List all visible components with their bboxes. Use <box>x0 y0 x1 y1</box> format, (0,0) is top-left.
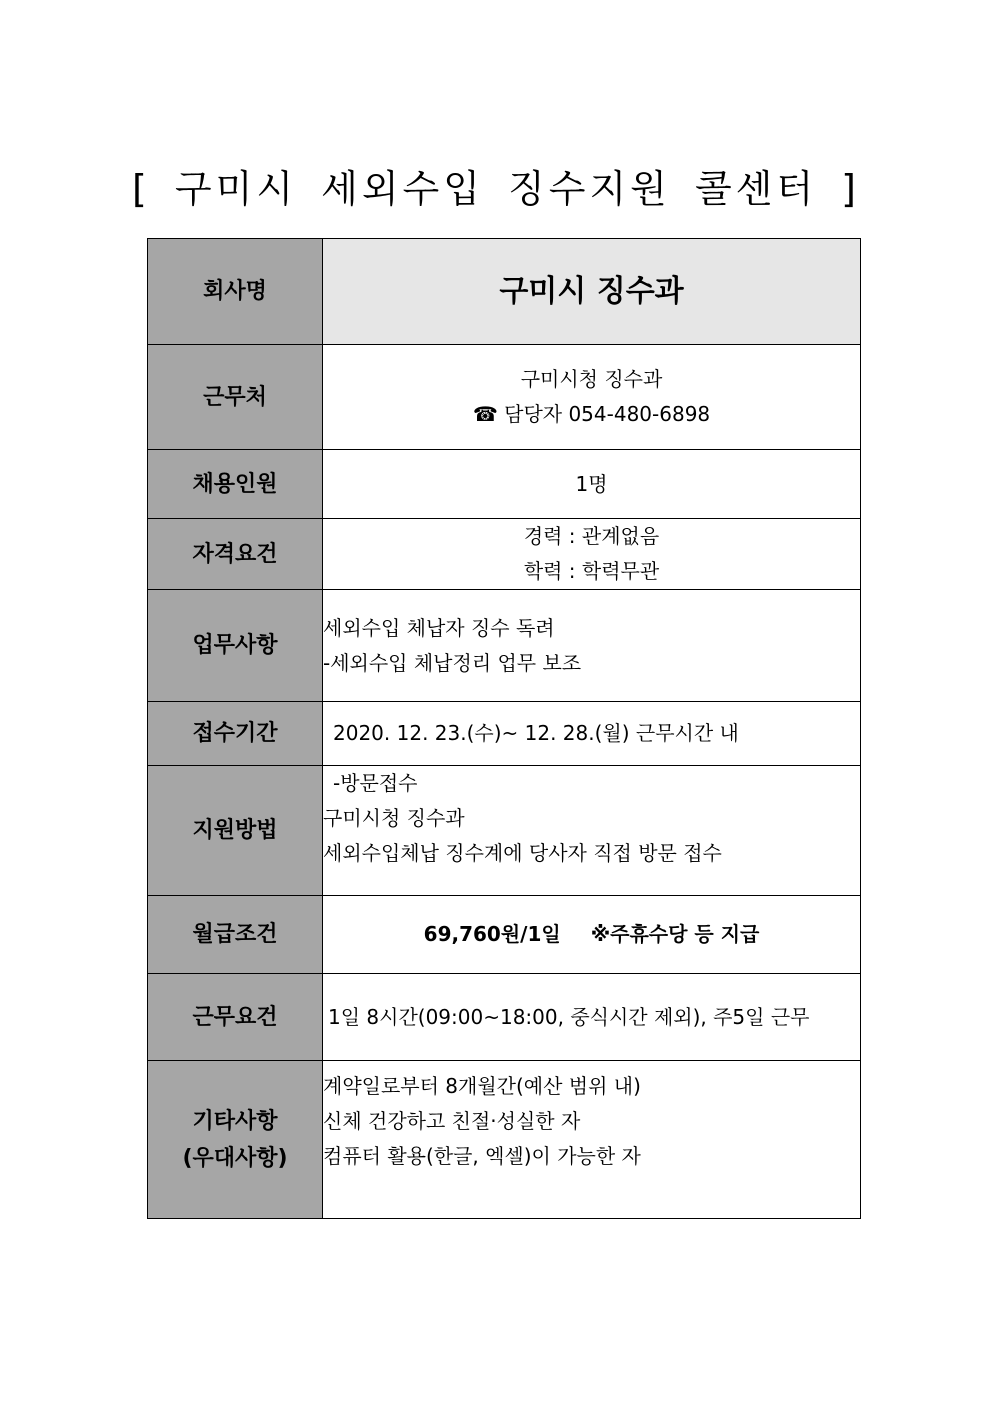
hiring-value: 1명 <box>323 450 861 519</box>
row-period <box>148 702 861 766</box>
contact-phone: 담당자 054-480-6898 <box>504 402 711 426</box>
other-label-line-2: (우대사항) <box>182 1145 288 1171</box>
period-label: 접수기간 <box>148 702 323 766</box>
phone-icon: ☎ <box>472 402 498 426</box>
salary-value <box>323 896 861 974</box>
row-other <box>148 1061 861 1219</box>
duties-line-2: -세외수입 체납정리 업무 보조 <box>323 650 582 675</box>
other-value <box>323 1061 861 1219</box>
row-method <box>148 766 861 896</box>
salary-label: 월급조건 <box>148 896 323 974</box>
salary-note: ※주휴수당 등 지급 <box>590 922 760 946</box>
other-label <box>148 1061 323 1219</box>
row-hiring <box>148 450 861 519</box>
duties-label: 업무사항 <box>148 590 323 702</box>
company-value: 구미시 징수과 <box>323 239 861 345</box>
salary-amount: 69,760원/1일 <box>423 922 561 946</box>
row-conditions <box>148 974 861 1061</box>
method-label: 지원방법 <box>148 766 323 896</box>
other-line-1: 계약일로부터 8개월간(예산 범위 내) <box>323 1074 641 1098</box>
other-line-2: 신체 건강하고 친절·성실한 자 <box>323 1109 581 1133</box>
method-value <box>323 766 861 896</box>
period-value <box>323 702 861 766</box>
conditions-value <box>323 974 861 1061</box>
qualification-line-1: 경력 : 관계없음 <box>523 524 660 548</box>
other-label-line-1: 기타사항 <box>192 1108 278 1134</box>
workplace-label: 근무처 <box>148 345 323 450</box>
period-text: 2020. 12. 23.(수)~ 12. 28.(월) 근무시간 내 <box>333 721 739 745</box>
workplace-line-1: 구미시청 징수과 <box>520 367 663 391</box>
row-duties <box>148 590 861 702</box>
company-label: 회사명 <box>148 239 323 345</box>
duties-value <box>323 590 861 702</box>
hiring-label: 채용인원 <box>148 450 323 519</box>
workplace-line-2 <box>323 397 860 432</box>
row-company <box>148 239 861 345</box>
other-line-3: 컴퓨터 활용(한글, 엑셀)이 가능한 자 <box>323 1144 641 1168</box>
conditions-text: 1일 8시간(09:00~18:00, 중식시간 제외), 주5일 근무 <box>328 1004 810 1029</box>
method-line-1: -방문접수 <box>333 771 418 795</box>
row-salary <box>148 896 861 974</box>
row-workplace <box>148 345 861 450</box>
qualification-label: 자격요건 <box>148 519 323 590</box>
method-line-2: 구미시청 징수과 <box>323 806 465 830</box>
page-title: [ 구미시 세외수입 징수지원 콜센터 ] <box>132 167 860 211</box>
qualification-line-2: 학력 : 학력무관 <box>523 559 660 583</box>
workplace-value <box>323 345 861 450</box>
duties-line-1: 세외수입 체납자 징수 독려 <box>323 615 555 640</box>
job-posting-table <box>147 238 861 1219</box>
method-line-3: 세외수입체납 징수계에 당사자 직접 방문 접수 <box>323 841 722 865</box>
conditions-label: 근무요건 <box>148 974 323 1061</box>
row-qualification <box>148 519 861 590</box>
qualification-value <box>323 519 861 590</box>
